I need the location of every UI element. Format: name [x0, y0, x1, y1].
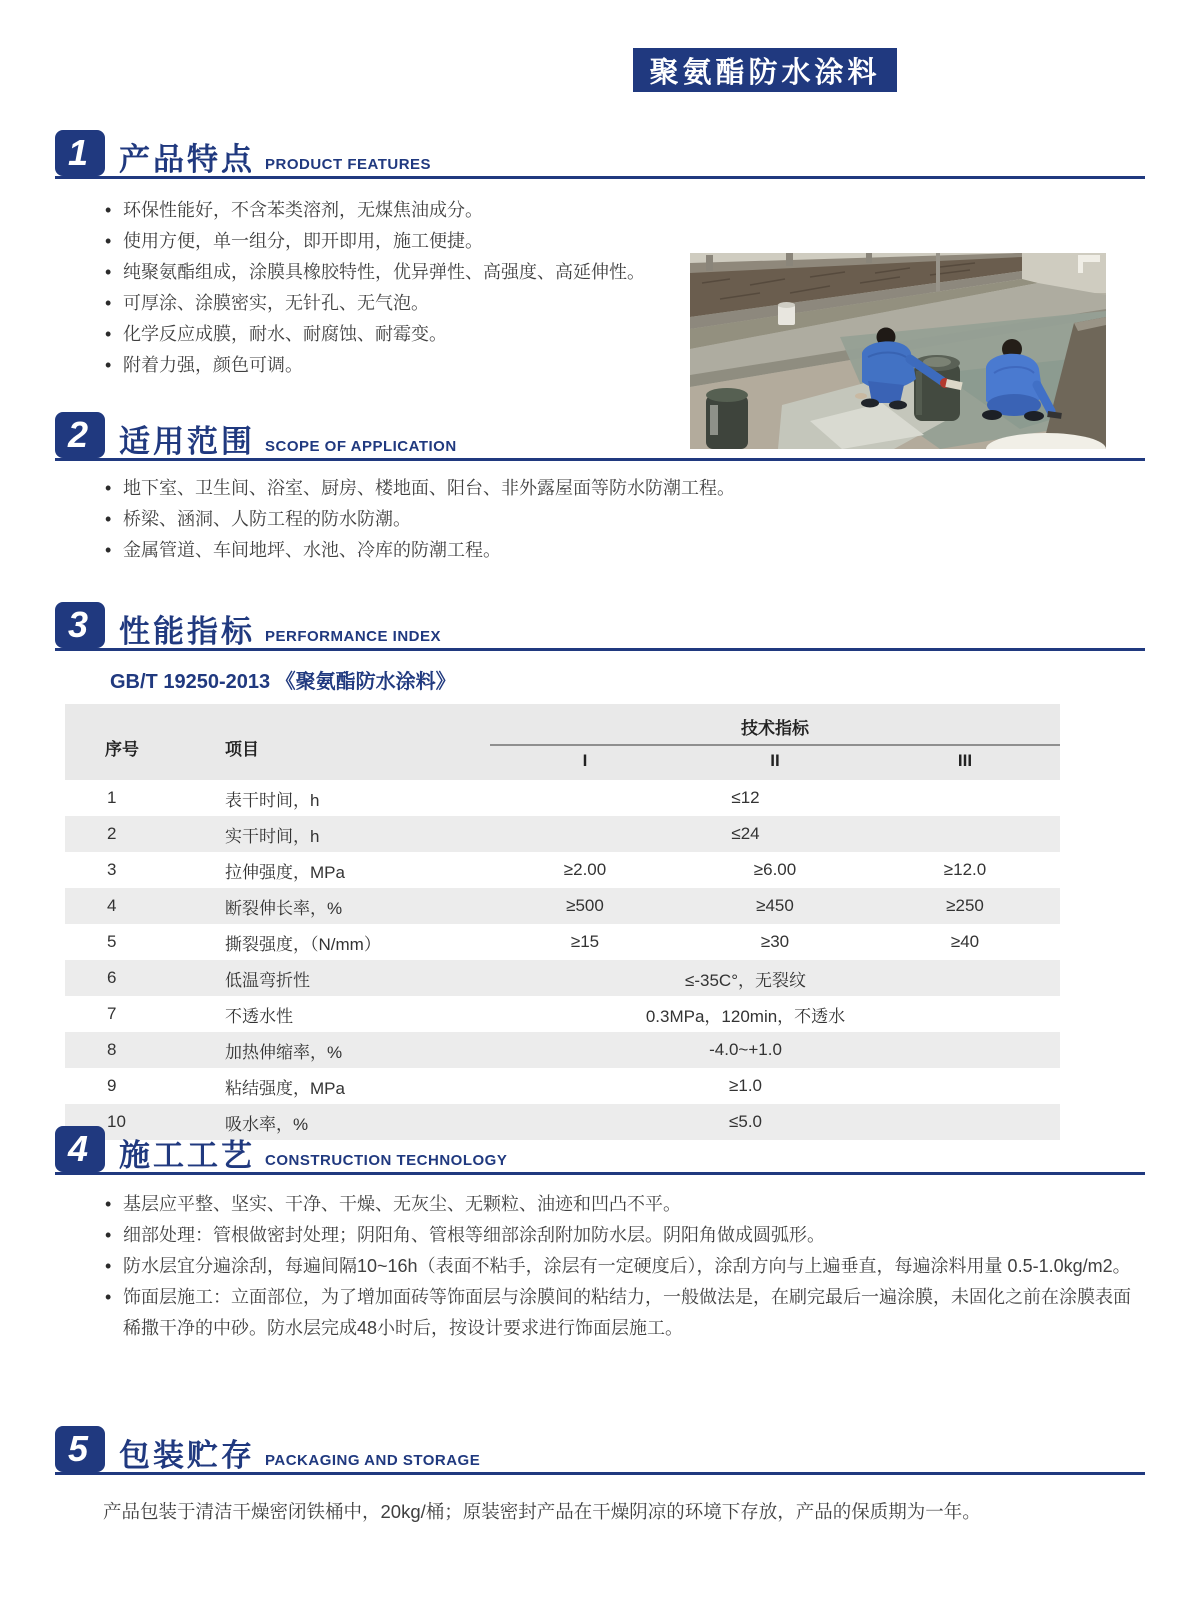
- table-row: [65, 960, 1060, 996]
- table-row: [65, 1068, 1060, 1104]
- table-cell: 9: [65, 1068, 180, 1104]
- section-header: [55, 596, 1145, 651]
- table-cell: 表干时间，h: [180, 780, 490, 816]
- table-row: [65, 780, 1060, 816]
- table-cell: ≥40: [870, 924, 1060, 960]
- table-cell: -4.0~+1.0: [490, 1032, 1060, 1068]
- section-header: [55, 406, 1145, 461]
- table-cell: 吸水率，%: [180, 1104, 490, 1140]
- table-cell: ≥1.0: [490, 1068, 1060, 1104]
- table-cell: ≥500: [490, 888, 680, 924]
- bullet-item: • 使用方便，单一组分，即开即用，施工便捷。: [105, 226, 705, 257]
- section-number: 4: [67, 1128, 89, 1169]
- section-construction-technology: [55, 1120, 1145, 1344]
- section-number: 1: [67, 132, 89, 173]
- table-cell: 断裂伸长率，%: [180, 888, 490, 924]
- table-cell: 6: [65, 960, 180, 996]
- section-subtitle-en: SCOPE OF APPLICATION: [265, 438, 457, 455]
- feature-list: [105, 195, 705, 381]
- table-cell: ≥30: [680, 924, 870, 960]
- bullet-item: • 基层应平整、坚实、干净、干燥、无灰尘、无颗粒、油迹和凹凸不平。: [105, 1189, 1140, 1220]
- section-subtitle-en: PRODUCT FEATURES: [265, 156, 432, 173]
- col-header-tech-index: 技术指标: [490, 704, 1060, 745]
- section-header: [55, 1120, 1145, 1175]
- table-cell: 7: [65, 996, 180, 1032]
- table-cell: 粘结强度，MPa: [180, 1068, 490, 1104]
- col-header-grade-3: III: [870, 745, 1060, 780]
- table-cell: 2: [65, 816, 180, 852]
- table-cell: 8: [65, 1032, 180, 1068]
- bullet-item: • 金属管道、车间地坪、水池、冷库的防潮工程。: [105, 535, 1145, 566]
- table-cell: ≤5.0: [490, 1104, 1060, 1140]
- col-header-grade-2: II: [680, 745, 870, 780]
- scope-list: [105, 473, 1145, 566]
- section-performance-index: [55, 596, 1145, 1140]
- table-cell: 加热伸缩率，%: [180, 1032, 490, 1068]
- section-number-badge: [55, 130, 105, 176]
- product-title-banner: [633, 48, 897, 92]
- bullet-item: • 可厚涂、涂膜密实，无针孔、无气泡。: [105, 288, 705, 319]
- bullet-item: • 饰面层施工：立面部位，为了增加面砖等饰面层与涂膜间的粘结力，一般做法是，在刷完最后一遍涂膜，未固化之前在涂膜表面稀撒干净的中砂。防水层完成48小时后，按设计要求进行饰面层施工。: [105, 1282, 1140, 1344]
- table-cell: 3: [65, 852, 180, 888]
- construction-step-list: [105, 1189, 1140, 1344]
- table-cell: ≥12.0: [870, 852, 1060, 888]
- table-cell: ≥250: [870, 888, 1060, 924]
- bullet-item: • 细部处理：管根做密封处理；阴阳角、管根等细部涂刮附加防水层。阴阳角做成圆弧形。: [105, 1220, 1140, 1251]
- packaging-storage-text: 产品包装于清洁干燥密闭铁桶中，20kg/桶；原装密封产品在干燥阴凉的环境下存放，产品的保质期为一年。: [103, 1501, 981, 1522]
- section-product-features: [55, 124, 1145, 381]
- section-number-badge: [55, 1126, 105, 1172]
- table-cell: 0.3MPa，120min，不透水: [490, 996, 1060, 1032]
- table-cell: 4: [65, 888, 180, 924]
- section-header: [55, 1420, 1145, 1475]
- section-header: [55, 124, 1145, 179]
- table-cell: ≥6.00: [680, 852, 870, 888]
- table-row: [65, 1032, 1060, 1068]
- section-title: 施工工艺: [119, 1138, 255, 1173]
- table-cell: 不透水性: [180, 996, 490, 1032]
- section-number: 2: [67, 414, 89, 455]
- section-subtitle-en: PACKAGING AND STORAGE: [265, 1452, 481, 1469]
- section-number: 3: [67, 604, 89, 645]
- section-title: 产品特点: [119, 142, 255, 177]
- table-cell: 实干时间，h: [180, 816, 490, 852]
- table-cell: 5: [65, 924, 180, 960]
- bullet-item: • 附着力强，颜色可调。: [105, 350, 705, 381]
- table-cell: ≥450: [680, 888, 870, 924]
- section-scope-of-application: [55, 406, 1145, 566]
- bullet-item: • 化学反应成膜，耐水、耐腐蚀、耐霉变。: [105, 319, 705, 350]
- col-header-grade-1: I: [490, 745, 680, 780]
- table-cell: 拉伸强度，MPa: [180, 852, 490, 888]
- table-cell: ≤12: [490, 780, 1060, 816]
- section-title: 性能指标: [119, 614, 255, 649]
- section-number-badge: [55, 412, 105, 458]
- table-cell: ≥15: [490, 924, 680, 960]
- section-packaging-and-storage: [55, 1420, 1145, 1527]
- performance-table: [65, 704, 1060, 1140]
- table-cell: 撕裂强度，（N/mm）: [180, 924, 490, 960]
- section-number: 5: [67, 1428, 89, 1469]
- bullet-item: • 桥梁、涵洞、人防工程的防水防潮。: [105, 504, 1145, 535]
- section-subtitle-en: PERFORMANCE INDEX: [265, 628, 442, 645]
- table-row: [65, 924, 1060, 960]
- table-row: [65, 996, 1060, 1032]
- table-cell: 10: [65, 1104, 180, 1140]
- section-number-badge: [55, 602, 105, 648]
- section-subtitle-en: CONSTRUCTION TECHNOLOGY: [265, 1152, 508, 1169]
- section-title: 包装贮存: [119, 1438, 255, 1473]
- table-cell: ≤-35C°，无裂纹: [490, 960, 1060, 996]
- col-header-no: 序号: [65, 704, 180, 780]
- table-row: [65, 888, 1060, 924]
- table-row: [65, 852, 1060, 888]
- section-number-badge: [55, 1426, 105, 1472]
- table-cell: ≤24: [490, 816, 1060, 852]
- table-head: [65, 704, 1060, 780]
- table-cell: ≥2.00: [490, 852, 680, 888]
- section-title: 适用范围: [119, 424, 255, 459]
- table-cell: 低温弯折性: [180, 960, 490, 996]
- table-cell: 1: [65, 780, 180, 816]
- section-body: [55, 195, 1145, 381]
- product-title: 聚氨酯防水涂料: [649, 56, 881, 89]
- bullet-item: • 环保性能好，不含苯类溶剂，无煤焦油成分。: [105, 195, 705, 226]
- standard-reference: GB/T 19250-2013 《聚氨酯防水涂料》: [110, 671, 456, 693]
- bullet-item: • 纯聚氨酯组成，涂膜具橡胶特性，优异弹性、高强度、高延伸性。: [105, 257, 705, 288]
- table-row: [65, 816, 1060, 852]
- bullet-item: • 地下室、卫生间、浴室、厨房、楼地面、阳台、非外露屋面等防水防潮工程。: [105, 473, 1145, 504]
- bullet-item: • 防水层宜分遍涂刮，每遍间隔10~16h（表面不粘手，涂层有一定硬度后），涂刮方向与上遍垂直，每遍涂料用量 0.5-1.0kg/m2。: [105, 1251, 1140, 1282]
- table-body: [65, 780, 1060, 1140]
- col-header-item: 项目: [180, 704, 490, 780]
